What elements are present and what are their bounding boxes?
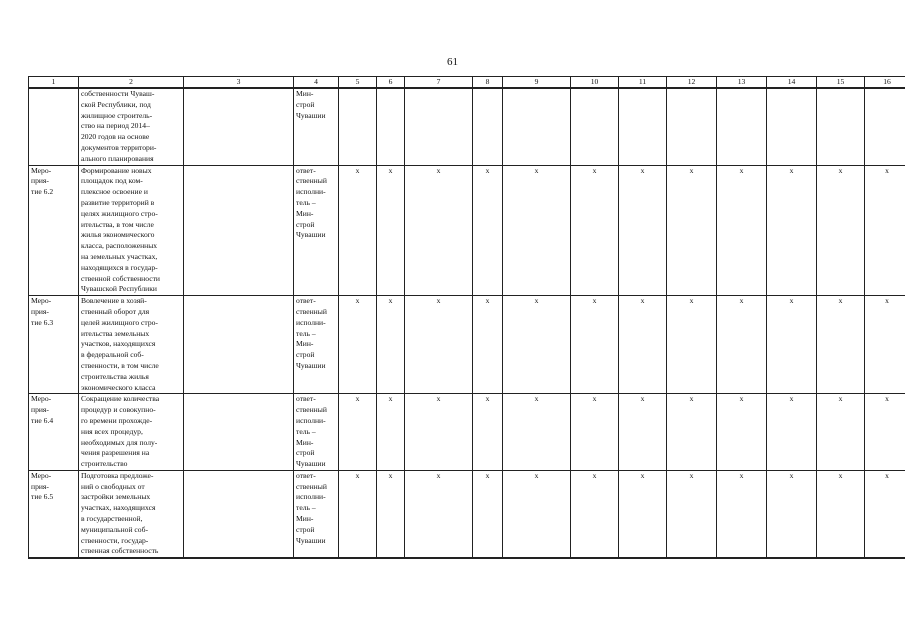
activity-label-line: Меро- — [31, 470, 52, 480]
mark-cell: x — [717, 470, 767, 558]
mark-cell: x — [865, 296, 905, 394]
activity-description — [79, 88, 184, 165]
activity-description-line: чения разрешения на — [81, 448, 150, 458]
activity-description-line: плексное освоение и — [81, 187, 148, 197]
responsible-executor-line: ственный — [296, 405, 327, 415]
program-table — [28, 76, 905, 559]
responsible-executor-line: Мин- — [296, 89, 314, 98]
activity-description-line: собственности Чуваш- — [81, 89, 155, 98]
activity-label-line: Меро- — [31, 394, 52, 404]
activity-label-line: тие 6.5 — [31, 492, 54, 502]
responsible-executor-line: тель – — [296, 197, 316, 207]
activity-description-line: участках, находящихся — [81, 503, 156, 513]
mark-cell: x — [473, 165, 503, 296]
responsible-executor — [294, 165, 339, 296]
responsible-executor-line: ответ- — [296, 470, 316, 480]
activity-description-line: Вовлечение в хозяй- — [81, 296, 147, 306]
activity-description-line: целей жилищного стро- — [81, 317, 158, 327]
column-header: 14 — [767, 77, 817, 89]
col3-cell — [184, 296, 294, 394]
mark-cell: x — [619, 394, 667, 471]
responsible-executor-line: исполни- — [296, 317, 326, 327]
activity-label — [29, 470, 79, 558]
activity-description-line: ской Республики, под — [81, 99, 151, 109]
mark-cell: x — [767, 470, 817, 558]
activity-description-line: Формирование новых — [81, 165, 152, 175]
responsible-executor-line: Мин- — [296, 339, 314, 349]
responsible-executor-line: Чувашии — [296, 360, 326, 370]
mark-cell: x — [717, 394, 767, 471]
responsible-executor-line: Мин- — [296, 208, 314, 218]
mark-cell: x — [717, 165, 767, 296]
mark-cell — [571, 88, 619, 165]
column-header: 6 — [377, 77, 405, 89]
activity-description-line: муниципальной соб- — [81, 524, 148, 534]
responsible-executor-line: Мин- — [296, 514, 314, 524]
column-header: 3 — [184, 77, 294, 89]
responsible-executor-line: ответ- — [296, 296, 316, 306]
activity-label-line: Меро- — [31, 165, 52, 175]
column-header: 12 — [667, 77, 717, 89]
activity-description — [79, 296, 184, 394]
column-header: 16 — [865, 77, 905, 89]
responsible-executor — [294, 296, 339, 394]
activity-description-line: ния всех процедур, — [81, 426, 143, 436]
page-number: 61 — [447, 56, 458, 68]
column-header: 1 — [29, 77, 79, 89]
mark-cell: x — [865, 165, 905, 296]
activity-description-line: участков, находящихся — [81, 339, 156, 349]
mark-cell: x — [503, 165, 571, 296]
activity-label-line: тие 6.4 — [31, 415, 54, 425]
mark-cell — [667, 88, 717, 165]
activity-description-line: документов территори- — [81, 142, 157, 152]
mark-cell: x — [571, 296, 619, 394]
activity-description-line: 2020 годов на основе — [81, 132, 150, 142]
activity-label-line: прия- — [31, 405, 49, 415]
activity-description-line: необходимых для полу- — [81, 437, 158, 447]
mark-cell: x — [767, 165, 817, 296]
activity-label-line: Меро- — [31, 296, 52, 306]
responsible-executor-line: Чувашии — [296, 230, 326, 240]
responsible-executor-line: исполни- — [296, 187, 326, 197]
mark-cell: x — [473, 296, 503, 394]
responsible-executor-line: тель – — [296, 426, 316, 436]
table-row — [29, 296, 905, 394]
activity-description-line: ственный оборот для — [81, 306, 150, 316]
mark-cell: x — [667, 296, 717, 394]
activity-description — [79, 165, 184, 296]
column-header: 11 — [619, 77, 667, 89]
mark-cell: x — [817, 470, 865, 558]
activity-description-line: ственная собственность — [81, 546, 159, 556]
mark-cell — [503, 88, 571, 165]
activity-label-line: прия- — [31, 176, 49, 186]
mark-cell: x — [619, 470, 667, 558]
col3-cell — [184, 394, 294, 471]
mark-cell: x — [667, 394, 717, 471]
responsible-executor-line: Чувашии — [296, 110, 326, 120]
mark-cell: x — [405, 470, 473, 558]
activity-description-line: площадок под ком- — [81, 176, 143, 186]
activity-description-line: жилищное строитель- — [81, 110, 153, 120]
mark-cell: x — [503, 470, 571, 558]
mark-cell: x — [405, 296, 473, 394]
mark-cell — [473, 88, 503, 165]
activity-description-line: ального планирования — [81, 153, 154, 163]
table-row — [29, 88, 905, 165]
mark-cell: x — [377, 394, 405, 471]
mark-cell: x — [473, 470, 503, 558]
activity-description-line: на земельных участках, — [81, 251, 158, 261]
mark-cell: x — [473, 394, 503, 471]
mark-cell: x — [767, 296, 817, 394]
activity-description-line: застройки земельных — [81, 492, 151, 502]
mark-cell: x — [817, 296, 865, 394]
activity-label-line: прия- — [31, 481, 49, 491]
activity-description-line: ственности, в том числе — [81, 360, 159, 370]
mark-cell — [717, 88, 767, 165]
activity-description-line: го времени прохожде- — [81, 415, 153, 425]
responsible-executor-line: ответ- — [296, 165, 316, 175]
mark-cell — [619, 88, 667, 165]
table-header-row — [29, 77, 905, 89]
mark-cell: x — [571, 394, 619, 471]
activity-label — [29, 394, 79, 471]
activity-description-line: Чувашской Республики — [81, 284, 157, 294]
mark-cell — [377, 88, 405, 165]
activity-description-line: Сокращение количества — [81, 394, 160, 404]
activity-description-line: находящихся в государ- — [81, 262, 158, 272]
table-row — [29, 165, 905, 296]
mark-cell: x — [405, 394, 473, 471]
responsible-executor-line: исполни- — [296, 415, 326, 425]
mark-cell — [405, 88, 473, 165]
mark-cell: x — [503, 394, 571, 471]
activity-description-line: ительства, в том числе — [81, 219, 154, 229]
mark-cell: x — [817, 165, 865, 296]
mark-cell: x — [767, 394, 817, 471]
mark-cell: x — [717, 296, 767, 394]
mark-cell: x — [377, 470, 405, 558]
activity-label-line: прия- — [31, 306, 49, 316]
column-header: 4 — [294, 77, 339, 89]
mark-cell: x — [339, 470, 377, 558]
column-header: 7 — [405, 77, 473, 89]
activity-description-line: ственной собственности — [81, 273, 160, 283]
responsible-executor-line: Мин- — [296, 437, 314, 447]
activity-description-line: класса, расположенных — [81, 241, 158, 251]
column-header: 5 — [339, 77, 377, 89]
activity-description-line: в федеральной соб- — [81, 350, 144, 360]
activity-description-line: ственности, государ- — [81, 535, 149, 545]
table-body — [29, 88, 905, 558]
responsible-executor-line: строй — [296, 99, 315, 109]
mark-cell: x — [571, 165, 619, 296]
responsible-executor-line: строй — [296, 448, 315, 458]
activity-description-line: ительства земельных — [81, 328, 150, 338]
responsible-executor-line: ответ- — [296, 394, 316, 404]
mark-cell: x — [405, 165, 473, 296]
mark-cell: x — [377, 296, 405, 394]
activity-label-line: тие 6.3 — [31, 317, 54, 327]
responsible-executor-line: ственный — [296, 481, 327, 491]
column-header: 8 — [473, 77, 503, 89]
activity-label — [29, 88, 79, 165]
activity-description-line: строительство — [81, 459, 128, 469]
mark-cell: x — [817, 394, 865, 471]
mark-cell: x — [667, 165, 717, 296]
column-header: 2 — [79, 77, 184, 89]
responsible-executor-line: ственный — [296, 176, 327, 186]
responsible-executor-line: строй — [296, 219, 315, 229]
mark-cell: x — [865, 470, 905, 558]
mark-cell: x — [619, 296, 667, 394]
table-row — [29, 470, 905, 558]
column-header: 13 — [717, 77, 767, 89]
column-header: 10 — [571, 77, 619, 89]
mark-cell: x — [667, 470, 717, 558]
mark-cell: x — [571, 470, 619, 558]
mark-cell: x — [503, 296, 571, 394]
responsible-executor-line: строй — [296, 524, 315, 534]
responsible-executor-line: ственный — [296, 306, 327, 316]
activity-description-line: жилья экономического — [81, 230, 155, 240]
mark-cell: x — [619, 165, 667, 296]
mark-cell — [865, 88, 905, 165]
responsible-executor-line: исполни- — [296, 492, 326, 502]
responsible-executor — [294, 88, 339, 165]
responsible-executor — [294, 470, 339, 558]
mark-cell — [817, 88, 865, 165]
activity-description — [79, 470, 184, 558]
responsible-executor-line: тель – — [296, 503, 316, 513]
mark-cell: x — [339, 296, 377, 394]
activity-description-line: ство на период 2014– — [81, 121, 150, 131]
mark-cell — [339, 88, 377, 165]
activity-description-line: ний о свободных от — [81, 481, 145, 491]
activity-label — [29, 165, 79, 296]
mark-cell — [767, 88, 817, 165]
responsible-executor-line: Чувашии — [296, 459, 326, 469]
table-row — [29, 394, 905, 471]
responsible-executor-line: тель – — [296, 328, 316, 338]
activity-description-line: Подготовка предложе- — [81, 470, 154, 480]
activity-label — [29, 296, 79, 394]
col3-cell — [184, 165, 294, 296]
activity-description-line: процедур и совокупно- — [81, 405, 156, 415]
activity-description — [79, 394, 184, 471]
activity-label-line: тие 6.2 — [31, 187, 54, 197]
activity-description-line: экономического класса — [81, 382, 156, 392]
responsible-executor — [294, 394, 339, 471]
activity-description-line: целях жилищного стро- — [81, 208, 158, 218]
mark-cell: x — [339, 165, 377, 296]
activity-description-line: в государственной, — [81, 514, 143, 524]
col3-cell — [184, 88, 294, 165]
activity-description-line: строительства жилья — [81, 371, 149, 381]
responsible-executor-line: Чувашии — [296, 535, 326, 545]
column-header: 15 — [817, 77, 865, 89]
activity-description-line: развитие территорий в — [81, 197, 155, 207]
mark-cell: x — [865, 394, 905, 471]
col3-cell — [184, 470, 294, 558]
mark-cell: x — [377, 165, 405, 296]
column-header: 9 — [503, 77, 571, 89]
responsible-executor-line: строй — [296, 350, 315, 360]
mark-cell: x — [339, 394, 377, 471]
